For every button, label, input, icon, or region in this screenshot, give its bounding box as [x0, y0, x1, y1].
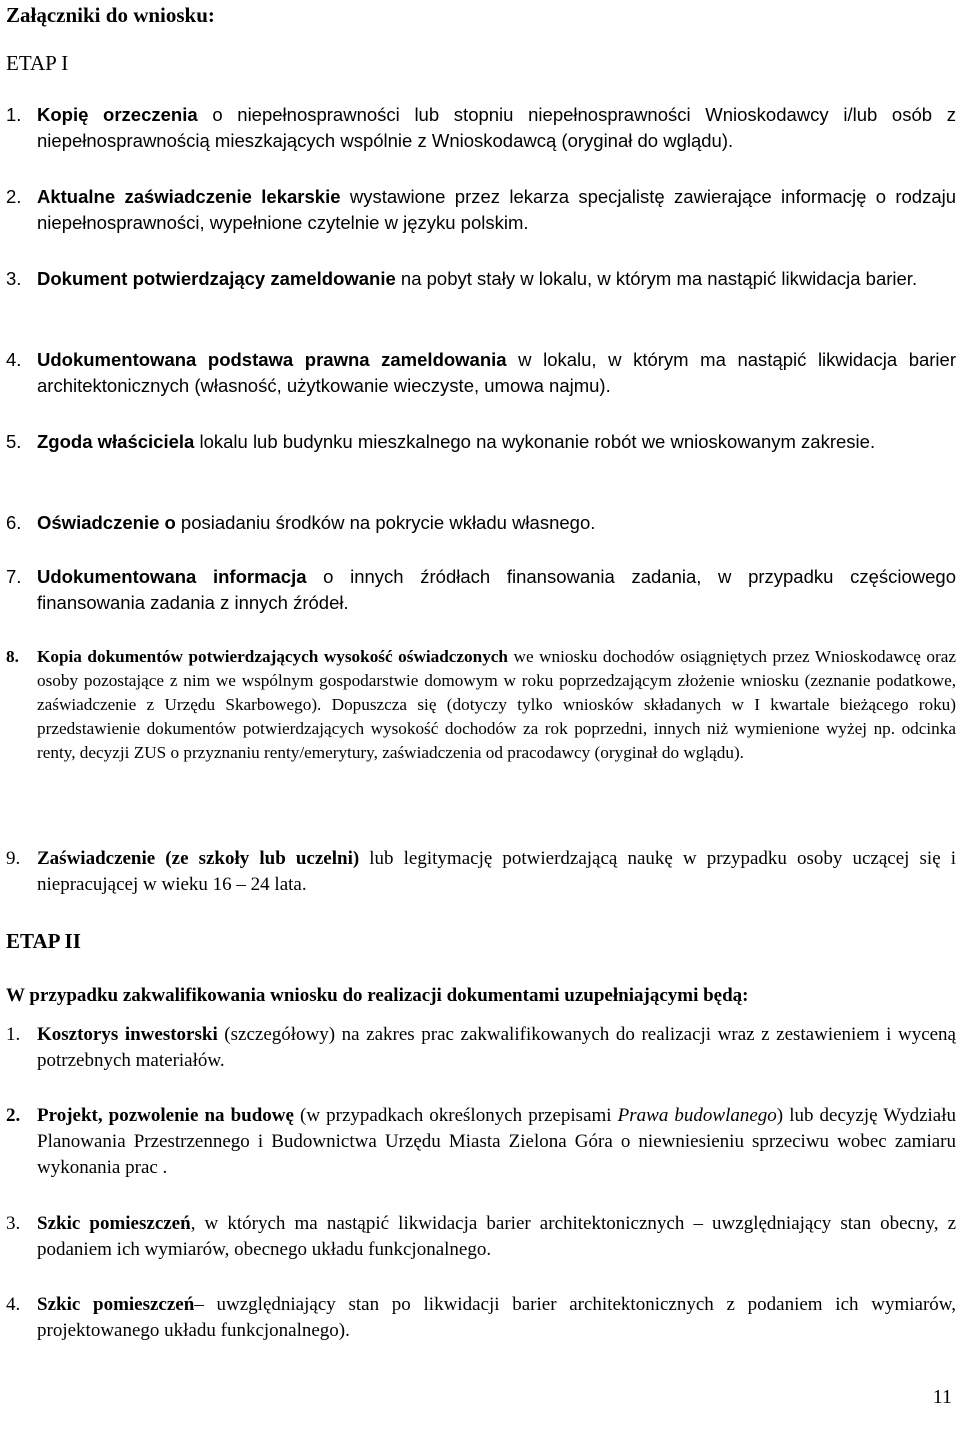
- list-item: [6, 564, 956, 616]
- stage-2-intro: W przypadku zakwalifikowania wniosku do realizacji dokumentami uzupełniającymi będą:: [6, 985, 749, 1006]
- item-text: o niepełnosprawności lub stopniu niepełnosprawności Wnioskodawcy i/lub osób z niepełnosprawnością mieszkających wspólnie z Wnioskodawcą (oryginał do wglądu).: [37, 104, 956, 151]
- list-item: [6, 347, 956, 399]
- item-number: 8.: [6, 647, 19, 666]
- list-item: [6, 102, 956, 154]
- item-text: we wniosku dochodów osiągniętych przez Wnioskodawcę oraz osoby pozostające z nim we wspólnym gospodarstwie domowym w roku poprzedzającym złożenie wniosku (zeznanie podatkowe, zaświadczenie z Urzędu Skarbowego). Dopuszcza się (dotyczy tylko wniosków składanych w I kwartale bieżącego roku) przedstawienie dokumentów potwierdzających wysokość dochodów za rok poprzedni, innych niż wymienione wyżej np. odcinka renty, decyzji ZUS o przyznaniu renty/emerytury, zaświadczenia od pracodawcy (oryginał do wglądu).: [37, 647, 956, 762]
- item-number: 4.: [6, 349, 22, 370]
- item-bold-text: Udokumentowana podstawa prawna zameldowania: [37, 349, 507, 370]
- item-text: w lokalu, w którym ma nastąpić likwidacja barier architektonicznych (własność, użytkowanie wieczyste, umowa najmu).: [37, 349, 956, 396]
- item-number: 4.: [6, 1294, 21, 1315]
- item-number: 1.: [6, 104, 22, 125]
- item-body: [37, 266, 956, 292]
- item-number: 6.: [6, 512, 22, 533]
- item-body: [37, 564, 956, 616]
- item-body: [37, 1211, 956, 1263]
- item-text: (szczegółowy) na zakres prac zakwalifikowanych do realizacji wraz z zestawieniem i wyceną potrzebnych materiałów.: [37, 1024, 956, 1071]
- item-text: na pobyt stały w lokalu, w którym ma nastąpić likwidacja barier.: [395, 268, 918, 289]
- item-text: wystawione przez lekarza specjalistę zawierające informację o rodzaju niepełnosprawności, wypełnione czytelnie w języku polskim.: [37, 186, 957, 233]
- item-body: [37, 510, 956, 536]
- item-body: [37, 645, 956, 765]
- page-number: 11: [932, 1386, 952, 1408]
- list-item: [6, 1292, 956, 1344]
- item-number: 1.: [6, 1024, 21, 1045]
- list-item: [6, 266, 956, 292]
- stage-2-heading: ETAP II: [6, 929, 81, 953]
- item-number: 2.: [6, 1105, 21, 1126]
- item-text: , w których ma nastąpić likwidacja barier architektonicznych – uwzględniający stan obecny, z podaniem ich wymiarów, obecnego układu funkcjonalnego.: [37, 1213, 957, 1260]
- item-italic-text: Prawa budowlanego: [617, 1105, 777, 1126]
- item-bold-text: Oświadczenie o: [37, 512, 176, 533]
- item-bold-text: Projekt, pozwolenie na budowę: [37, 1105, 294, 1126]
- list-item: [6, 645, 956, 765]
- item-text: lokalu lub budynku mieszkalnego na wykonanie robót we wnioskowanym zakresie.: [194, 431, 876, 452]
- item-bold-text: Dokument potwierdzający zameldowanie: [37, 268, 396, 289]
- item-bold-text: Szkic pomieszczeń: [37, 1213, 191, 1234]
- item-bold-text: Kopia dokumentów potwierdzających wysokość oświadczonych: [37, 647, 508, 666]
- item-text: (w przypadkach określonych przepisami: [293, 1105, 618, 1126]
- item-number: 9.: [6, 848, 21, 869]
- item-body: [37, 1103, 956, 1181]
- item-number: 7.: [6, 566, 22, 587]
- item-number: 5.: [6, 431, 22, 452]
- item-number: 3.: [6, 1213, 21, 1234]
- list-item: [6, 1103, 956, 1181]
- list-item: [6, 510, 956, 536]
- item-text: ) lub decyzję Wydziału Planowania Przestrzennego i Budownictwa Urzędu Miasta Zielona Góra o niewniesieniu sprzeciwu wobec zamiaru wykonania prac .: [37, 1105, 957, 1178]
- item-bold-text: Zaświadczenie (ze szkoły lub uczelni): [37, 848, 360, 869]
- item-bold-text: Udokumentowana informacja: [37, 566, 307, 587]
- stage-1-heading: ETAP I: [6, 51, 69, 75]
- list-item: [6, 1211, 956, 1263]
- item-body: [37, 184, 956, 236]
- item-bold-text: Kosztorys inwestorski: [37, 1024, 218, 1045]
- item-text: posiadaniu środków na pokrycie wkładu własnego.: [175, 512, 596, 533]
- item-body: [37, 429, 956, 455]
- item-text: o innych źródłach finansowania zadania, w przypadku częściowego finansowania zadania z innych źródeł.: [37, 566, 956, 613]
- document-title: Załączniki do wniosku:: [6, 3, 215, 27]
- list-item: [6, 1022, 956, 1074]
- item-bold-text: Zgoda właściciela: [37, 431, 195, 452]
- item-body: [37, 102, 956, 154]
- item-bold-text: Szkic pomieszczeń: [37, 1294, 195, 1315]
- item-bold-text: Kopię orzeczenia: [37, 104, 198, 125]
- list-item: [6, 184, 956, 236]
- list-item: [6, 429, 956, 455]
- item-body: [37, 1292, 956, 1344]
- item-body: [37, 1022, 956, 1074]
- item-text: – uwzględniający stan po likwidacji barier architektonicznych z podaniem ich wymiarów, projektowanego układu funkcjonalnego).: [37, 1294, 957, 1341]
- item-body: [37, 846, 956, 898]
- list-item: [6, 846, 956, 898]
- item-bold-text: Aktualne zaświadczenie lekarskie: [37, 186, 341, 207]
- item-number: 2.: [6, 186, 22, 207]
- item-number: 3.: [6, 268, 22, 289]
- item-body: [37, 347, 956, 399]
- item-text: lub legitymację potwierdzającą naukę w przypadku osoby uczącej się i niepracującej w wieku 16 – 24 lata.: [37, 848, 956, 895]
